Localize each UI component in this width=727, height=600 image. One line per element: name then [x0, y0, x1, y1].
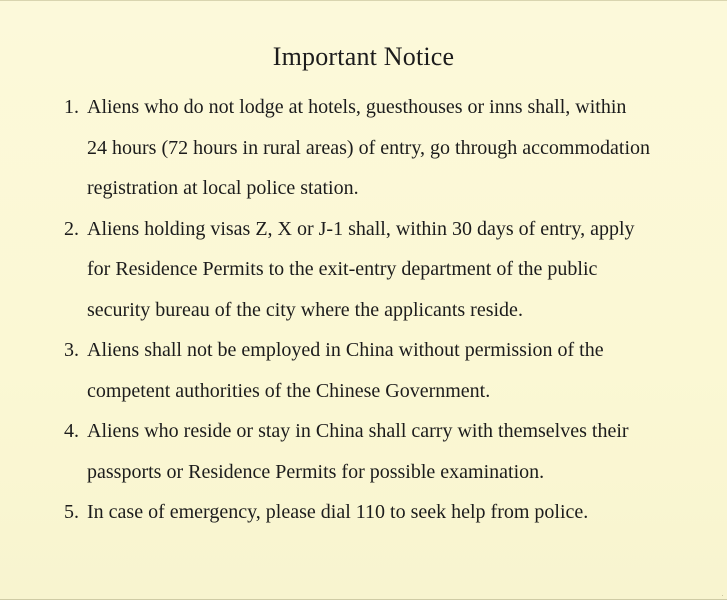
- notice-item-line: In case of emergency, please dial 110 to seek help from police.: [87, 501, 589, 523]
- notice-item-line: Aliens who do not lodge at hotels, guesthouses or inns shall, within: [87, 96, 627, 118]
- notice-list: [64, 87, 674, 533]
- notice-item-5: [64, 492, 674, 533]
- notice-item-number: 1.: [64, 96, 79, 118]
- notice-item-number: 5.: [64, 501, 79, 523]
- notice-item-number: 4.: [64, 420, 79, 442]
- notice-item-4: [64, 411, 674, 492]
- notice-item-2: [64, 209, 674, 331]
- notice-title: Important Notice: [272, 42, 455, 71]
- notice-item-line: Aliens shall not be employed in China without permission of the: [87, 339, 604, 361]
- notice-item-line: 24 hours (72 hours in rural areas) of entry, go through accommodation: [87, 136, 650, 159]
- notice-item-line: Aliens holding visas Z, X or J-1 shall, within 30 days of entry, apply: [87, 217, 635, 240]
- scan-speck: [722, 595, 723, 596]
- notice-item-line: for Residence Permits to the exit-entry department of the public: [87, 258, 598, 280]
- notice-item-1: [64, 87, 674, 209]
- notice-item-line: passports or Residence Permits for possible examination.: [87, 460, 545, 483]
- notice-item-3: [64, 330, 674, 411]
- notice-item-number: 3.: [64, 339, 79, 361]
- notice-item-line: registration at local police station.: [87, 177, 359, 199]
- notice-item-number: 2.: [64, 217, 79, 240]
- notice-item-line: competent authorities of the Chinese Government.: [87, 379, 491, 402]
- notice-item-line: security bureau of the city where the applicants reside.: [87, 298, 523, 321]
- notice-item-line: Aliens who reside or stay in China shall carry with themselves their: [87, 420, 629, 442]
